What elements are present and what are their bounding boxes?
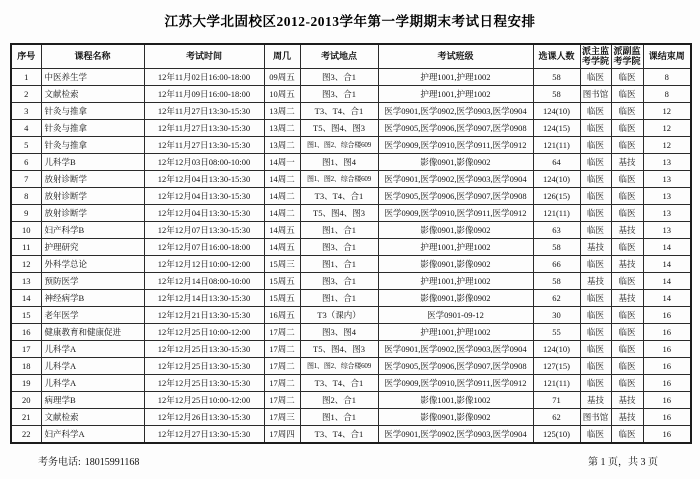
cell: 16 [11, 323, 41, 340]
cell: 图1、合1 [300, 289, 378, 306]
column-header-6: 选课人数 [533, 44, 580, 68]
table-row [11, 391, 691, 408]
cell: 12年11月27日13:30-15:30 [144, 119, 264, 136]
cell: 16 [643, 340, 691, 357]
cell: 124(10) [533, 340, 580, 357]
table-row [11, 136, 691, 153]
cell: 58 [533, 85, 580, 102]
cell: 临医 [580, 340, 611, 357]
cell: 基技 [580, 391, 611, 408]
cell: 126(15) [533, 187, 580, 204]
cell: 12年12月25日10:00-12:00 [144, 323, 264, 340]
cell: 58 [533, 68, 580, 85]
cell: 17周二 [264, 391, 300, 408]
cell: 医学0901,医学0902,医学0903,医学0904 [378, 170, 533, 187]
cell: 影像1001,影像1002 [378, 391, 533, 408]
cell: 121(11) [533, 204, 580, 221]
cell: 临医 [611, 68, 643, 85]
cell: 中医养生学 [41, 68, 144, 85]
cell: 医学0909,医学0910,医学0911,医学0912 [378, 374, 533, 391]
cell: 12年12月04日13:30-15:30 [144, 170, 264, 187]
cell: 12年12月14日13:30-15:30 [144, 289, 264, 306]
cell: 12年12月12日10:00-12:00 [144, 255, 264, 272]
cell: 健康教育和健康促进 [41, 323, 144, 340]
cell: 临医 [580, 255, 611, 272]
cell: 15周五 [264, 272, 300, 289]
cell: 临医 [580, 102, 611, 119]
cell: 临医 [611, 357, 643, 374]
cell: 临医 [611, 323, 643, 340]
cell: 影像0901,影像0902 [378, 255, 533, 272]
cell: 护理研究 [41, 238, 144, 255]
cell: 11 [11, 238, 41, 255]
cell: 临医 [611, 306, 643, 323]
cell: 12 [643, 102, 691, 119]
cell: 临医 [580, 357, 611, 374]
cell: 16 [643, 374, 691, 391]
cell: 基技 [611, 391, 643, 408]
table-row [11, 323, 691, 340]
column-header-5: 考试班级 [378, 44, 533, 68]
cell: 图1、图2、综合楼609 [300, 136, 378, 153]
table-row [11, 119, 691, 136]
table-row [11, 170, 691, 187]
cell: 14 [643, 272, 691, 289]
cell: T5、图4、图3 [300, 340, 378, 357]
table-row [11, 187, 691, 204]
cell: 62 [533, 289, 580, 306]
cell: 14周五 [264, 221, 300, 238]
cell: 14周一 [264, 153, 300, 170]
cell: 临医 [580, 170, 611, 187]
cell: 13 [11, 272, 41, 289]
table-row [11, 85, 691, 102]
cell: 基技 [580, 238, 611, 255]
table-row [11, 340, 691, 357]
table-header-row [11, 44, 691, 68]
cell: 12年12月27日13:30-15:30 [144, 425, 264, 443]
cell: 17周二 [264, 374, 300, 391]
cell: 19 [11, 374, 41, 391]
column-header-2: 考试时间 [144, 44, 264, 68]
cell: 12年12月03日08:00-10:00 [144, 153, 264, 170]
phone-number: 18015991168 [84, 457, 140, 468]
cell: 图3、合1 [300, 238, 378, 255]
cell: 临医 [611, 136, 643, 153]
table-row [11, 221, 691, 238]
table-header [11, 44, 691, 68]
cell: 14周二 [264, 187, 300, 204]
column-header-4: 考试地点 [300, 44, 378, 68]
cell: 9 [11, 204, 41, 221]
column-header-7: 派主监考学院 [581, 45, 609, 67]
cell: 临医 [580, 374, 611, 391]
cell: 图3、合1 [300, 68, 378, 85]
table-row [11, 289, 691, 306]
cell: 30 [533, 306, 580, 323]
cell: 文献检索 [41, 85, 144, 102]
cell: 8 [11, 187, 41, 204]
cell: 15周五 [264, 289, 300, 306]
cell: 22 [11, 425, 41, 443]
cell: 图1、图4 [300, 153, 378, 170]
cell: 12 [11, 255, 41, 272]
cell: 121(11) [533, 136, 580, 153]
cell: 13 [643, 170, 691, 187]
cell: 影像0901,影像0902 [378, 289, 533, 306]
cell: 124(10) [533, 170, 580, 187]
table-row [11, 357, 691, 374]
column-header-9: 课结束周 [643, 44, 691, 68]
cell: 预防医学 [41, 272, 144, 289]
cell: 16周五 [264, 306, 300, 323]
cell: 图1、图2、综合楼609 [300, 170, 378, 187]
cell: 15周三 [264, 255, 300, 272]
page-indicator: 第 1 页，共 3 页 [588, 457, 658, 468]
table-row [11, 425, 691, 443]
cell: 13 [643, 204, 691, 221]
table-row [11, 238, 691, 255]
cell: 临医 [580, 221, 611, 238]
cell: 临医 [580, 119, 611, 136]
table-row [11, 408, 691, 425]
cell: 12年12月26日13:30-15:30 [144, 408, 264, 425]
cell: 17周二 [264, 357, 300, 374]
table-row [11, 272, 691, 289]
cell: 71 [533, 391, 580, 408]
cell: 针灸与推拿 [41, 119, 144, 136]
cell: 临医 [611, 238, 643, 255]
column-header-1: 课程名称 [41, 44, 144, 68]
cell: 21 [11, 408, 41, 425]
cell: 图3、合1 [300, 85, 378, 102]
cell: 放射诊断学 [41, 204, 144, 221]
cell: 影像0901,影像0902 [378, 221, 533, 238]
cell: 临医 [611, 272, 643, 289]
cell: 临医 [580, 425, 611, 443]
cell: 图3、合1 [300, 272, 378, 289]
table-row [11, 204, 691, 221]
cell: 图1、合1 [300, 408, 378, 425]
table-row [11, 102, 691, 119]
cell: 儿科学A [41, 374, 144, 391]
cell: 1 [11, 68, 41, 85]
cell: 12年12月25日10:00-12:00 [144, 391, 264, 408]
cell: 图1、合1 [300, 255, 378, 272]
cell: 10周五 [264, 85, 300, 102]
cell: 127(15) [533, 357, 580, 374]
cell: 16 [643, 357, 691, 374]
cell: 护理1001,护理1002 [378, 272, 533, 289]
cell: 124(10) [533, 102, 580, 119]
cell: 14周五 [264, 238, 300, 255]
cell: 8 [643, 85, 691, 102]
column-header-8: 派副监考学院 [611, 44, 643, 68]
cell: 临医 [611, 425, 643, 443]
cell: 临医 [611, 102, 643, 119]
cell: 基技 [611, 153, 643, 170]
cell: 14 [643, 289, 691, 306]
cell: 外科学总论 [41, 255, 144, 272]
cell: T3、T4、合1 [300, 374, 378, 391]
table-row [11, 255, 691, 272]
cell: 58 [533, 238, 580, 255]
cell: 13 [643, 187, 691, 204]
table-row [11, 153, 691, 170]
cell: 16 [643, 425, 691, 443]
cell: T3、T4、合1 [300, 187, 378, 204]
cell: 医学0909,医学0910,医学0911,医学0912 [378, 136, 533, 153]
page-title: 江苏大学北固校区2012-2013学年第一学期期末考试日程安排 [164, 14, 536, 29]
cell: 5 [11, 136, 41, 153]
cell: 临医 [611, 187, 643, 204]
cell: 文献检索 [41, 408, 144, 425]
cell: 临医 [580, 289, 611, 306]
cell: 护理1001,护理1002 [378, 323, 533, 340]
cell: 12 [643, 136, 691, 153]
cell: 临医 [580, 323, 611, 340]
cell: 临医 [611, 204, 643, 221]
cell: 17 [11, 340, 41, 357]
cell: 图3、图4 [300, 323, 378, 340]
table-row [11, 68, 691, 85]
cell: 病理学B [41, 391, 144, 408]
cell: 图1、合1 [300, 221, 378, 238]
cell: 12年12月14日08:00-10:00 [144, 272, 264, 289]
cell: 临医 [580, 187, 611, 204]
cell: 12年11月02日16:00-18:00 [144, 68, 264, 85]
cell: 12年12月25日13:30-15:30 [144, 340, 264, 357]
table-body [11, 68, 691, 443]
cell: 12年11月27日13:30-15:30 [144, 102, 264, 119]
cell: T5、图4、图3 [300, 204, 378, 221]
cell: 14 [643, 238, 691, 255]
cell: 125(10) [533, 425, 580, 443]
cell: 2 [11, 85, 41, 102]
cell: 7 [11, 170, 41, 187]
cell: 12年12月21日13:30-15:30 [144, 306, 264, 323]
column-header-3: 周几 [264, 44, 300, 68]
cell: 临医 [611, 85, 643, 102]
cell: 医学0901,医学0902,医学0903,医学0904 [378, 340, 533, 357]
cell: 图书馆 [580, 408, 611, 425]
cell: 8 [643, 68, 691, 85]
cell: 医学0909,医学0910,医学0911,医学0912 [378, 204, 533, 221]
cell: 63 [533, 221, 580, 238]
cell: 放射诊断学 [41, 170, 144, 187]
cell: 临医 [611, 340, 643, 357]
cell: 儿科学A [41, 340, 144, 357]
cell: 医学0905,医学0906,医学0907,医学0908 [378, 119, 533, 136]
cell: 12年12月25日13:30-15:30 [144, 357, 264, 374]
cell: 护理1001,护理1002 [378, 238, 533, 255]
cell: 临医 [580, 136, 611, 153]
cell: 影像0901,影像0902 [378, 153, 533, 170]
cell: 12 [643, 119, 691, 136]
cell: 护理1001,护理1002 [378, 85, 533, 102]
cell: 基技 [611, 221, 643, 238]
cell: 12年12月04日13:30-15:30 [144, 204, 264, 221]
cell: 121(11) [533, 374, 580, 391]
cell: 临医 [611, 119, 643, 136]
cell: 20 [11, 391, 41, 408]
cell: 临医 [580, 153, 611, 170]
cell: 15 [11, 306, 41, 323]
cell: 10 [11, 221, 41, 238]
cell: 图书馆 [580, 85, 611, 102]
cell: 18 [11, 357, 41, 374]
cell: 13 [643, 153, 691, 170]
exam-schedule-table [10, 43, 692, 444]
cell: 儿科学A [41, 357, 144, 374]
cell: 图1、图2、综合楼609 [300, 357, 378, 374]
cell: 14 [643, 255, 691, 272]
cell: 12年12月07日16:00-18:00 [144, 238, 264, 255]
cell: 14周二 [264, 170, 300, 187]
cell: 13周二 [264, 102, 300, 119]
cell: 临医 [580, 204, 611, 221]
cell: 124(15) [533, 119, 580, 136]
cell: 12年12月25日13:30-15:30 [144, 374, 264, 391]
cell: 妇产科学B [41, 221, 144, 238]
cell: 儿科学B [41, 153, 144, 170]
cell: 17周二 [264, 340, 300, 357]
cell: 16 [643, 306, 691, 323]
cell: T3（课内） [300, 306, 378, 323]
cell: 13周二 [264, 119, 300, 136]
cell: 妇产科学A [41, 425, 144, 443]
cell: 基技 [611, 289, 643, 306]
cell: 临医 [611, 374, 643, 391]
cell: 64 [533, 153, 580, 170]
cell: 神经病学B [41, 289, 144, 306]
cell: 基技 [611, 408, 643, 425]
contact-phone [38, 453, 139, 468]
cell: 17周四 [264, 425, 300, 443]
cell: 基技 [611, 255, 643, 272]
cell: 临医 [611, 170, 643, 187]
cell: 13周二 [264, 136, 300, 153]
cell: 13 [643, 221, 691, 238]
cell: 14 [11, 289, 41, 306]
cell: 医学0901,医学0902,医学0903,医学0904 [378, 425, 533, 443]
cell: 12年11月27日13:30-15:30 [144, 136, 264, 153]
cell: 14周二 [264, 204, 300, 221]
cell: 医学0905,医学0906,医学0907,医学0908 [378, 187, 533, 204]
cell: 医学0901-09-12 [378, 306, 533, 323]
cell: 针灸与推拿 [41, 102, 144, 119]
cell: 16 [643, 408, 691, 425]
cell: 62 [533, 408, 580, 425]
phone-label: 考务电话: [38, 457, 81, 468]
cell: T5、图4、图3 [300, 119, 378, 136]
cell: 临医 [580, 68, 611, 85]
cell: 17周三 [264, 408, 300, 425]
table-row [11, 306, 691, 323]
cell: 3 [11, 102, 41, 119]
cell: 12年11月09日16:00-18:00 [144, 85, 264, 102]
cell: 放射诊断学 [41, 187, 144, 204]
cell: 6 [11, 153, 41, 170]
cell: 16 [643, 323, 691, 340]
cell: 12年12月07日13:30-15:30 [144, 221, 264, 238]
cell: 图2、合1 [300, 391, 378, 408]
cell: 医学0905,医学0906,医学0907,医学0908 [378, 357, 533, 374]
cell: 58 [533, 272, 580, 289]
cell: T3、T4、合1 [300, 102, 378, 119]
cell: 护理1001,护理1002 [378, 68, 533, 85]
table-row [11, 374, 691, 391]
page-footer [0, 453, 700, 468]
cell: 12年12月04日13:30-15:30 [144, 187, 264, 204]
cell: 17周二 [264, 323, 300, 340]
cell: 老年医学 [41, 306, 144, 323]
cell: 针灸与推拿 [41, 136, 144, 153]
cell: 临医 [580, 306, 611, 323]
cell: 16 [643, 391, 691, 408]
cell: 55 [533, 323, 580, 340]
cell: 09周五 [264, 68, 300, 85]
cell: T3、T4、合1 [300, 425, 378, 443]
cell: 基技 [580, 272, 611, 289]
cell: 4 [11, 119, 41, 136]
cell: 医学0901,医学0902,医学0903,医学0904 [378, 102, 533, 119]
column-header-0: 序号 [11, 44, 41, 68]
cell: 66 [533, 255, 580, 272]
cell: 影像0901,影像0902 [378, 408, 533, 425]
